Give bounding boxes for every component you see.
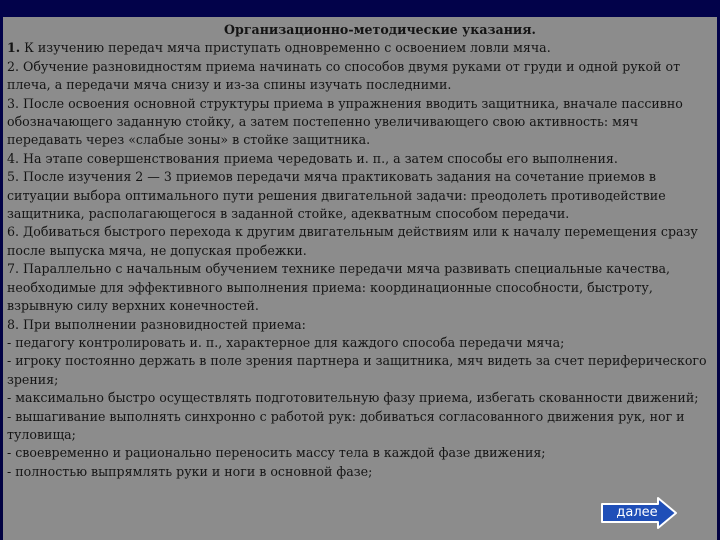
next-button[interactable] — [600, 497, 678, 529]
list-item-1: - педагогу контролировать и. п., характерное для каждого способа передачи мяча; — [7, 334, 565, 350]
list-item-5: - своевременно и рационально переносить массу тела в каждой фазе движения; — [7, 445, 546, 461]
list-item-3: - максимально быстро осуществлять подготовительную фазу приема, избегать скованности движений; — [7, 390, 699, 406]
paragraph-8: 8. При выполнении разновидностей приема: — [7, 316, 306, 332]
paragraph-7: 7. Параллельно с начальным обучением технике передачи мяча развивать специальные качества, необходимые для эффективного выполнения приема: координационные способности, быстроту, взрывную силу верхних конечностей. — [7, 261, 670, 314]
document-content — [7, 21, 713, 481]
paragraph-6: 6. Добиваться быстрого перехода к другим двигательным действиям или к началу перемещения сразу после выпуска мяча, не допуская пробежки. — [7, 224, 698, 258]
paragraph-number: 1. — [7, 40, 21, 56]
list-item-6: - полностью выпрямлять руки и ноги в основной фазе; — [7, 463, 373, 479]
list-item-4: - вышагивание выполнять синхронно с работой рук: добиваться согласованного движения рук, ног и туловища; — [7, 408, 685, 442]
paragraph-3: 3. После освоения основной структуры приема в упражнения вводить защитника, вначале пассивно обозначающего заданную стойку, а затем постепенно увеличивающего свою активность: мяч передавать через «слабые зоны» в стойке защитника. — [7, 95, 683, 148]
paragraph-text: К изучению передач мяча приступать одновременно с освоением ловли мяча. — [20, 40, 551, 56]
paragraph-4: 4. На этапе совершенствования приема чередовать и. п., а затем способы его выполнения. — [7, 150, 618, 166]
list-item-2: - игроку постоянно держать в поле зрения партнера и защитника, мяч видеть за счет периферического зрения; — [7, 353, 707, 387]
paragraph-1 — [7, 39, 713, 57]
paragraph-2: 2. Обучение разновидностям приема начинать со способов двумя руками от груди и одной рукой от плеча, а передачи мяча снизу и из-за спины изучать последними. — [7, 58, 681, 93]
document-title: Организационно-методические указания. — [224, 22, 536, 37]
next-button-label: далее — [616, 505, 658, 520]
paragraph-5: 5. После изучения 2 — 3 приемов передачи мяча практиковать задания на сочетание приемов в ситуации выбора оптимального пути решения двигательной задачи: преодолеть противодействие защитника, располагающегося в заданной стойке, адекватным способом передачи. — [7, 169, 666, 222]
